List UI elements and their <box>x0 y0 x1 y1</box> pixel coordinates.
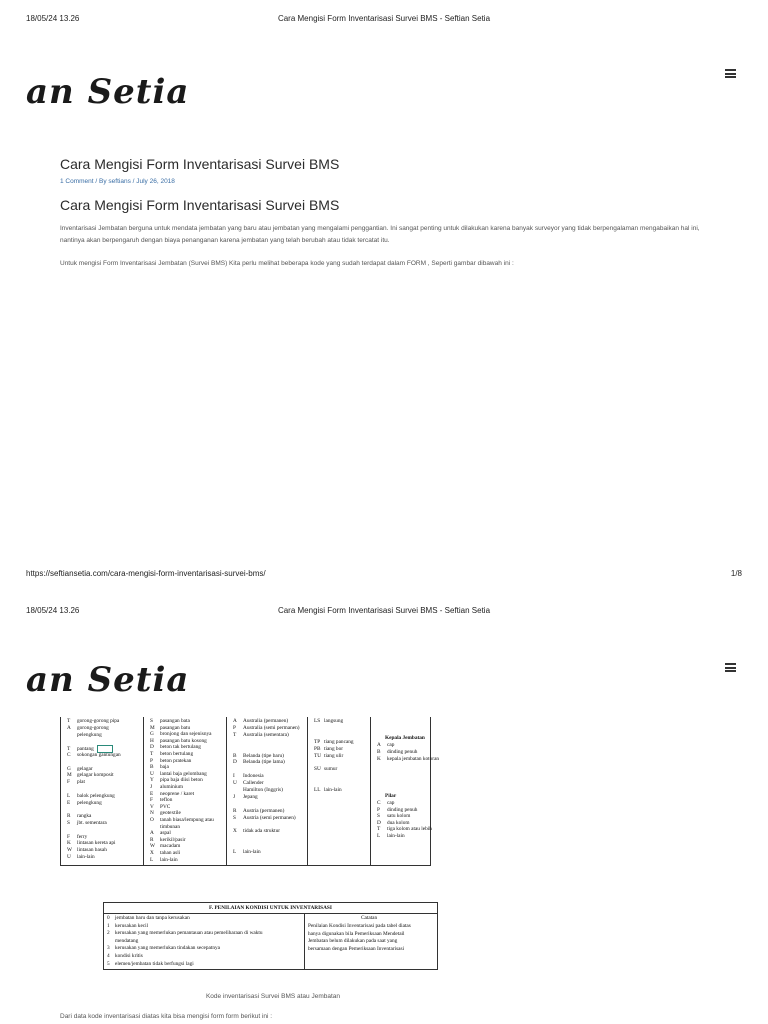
code-entry <box>67 806 77 812</box>
code-letter: U <box>150 770 154 777</box>
code-column-foundation <box>308 717 371 865</box>
code-letter: S <box>67 820 70 826</box>
code-entry <box>150 850 180 856</box>
code-label: ferry <box>77 833 88 840</box>
code-entry <box>150 830 171 836</box>
code-label: neoprene / karet <box>160 790 195 797</box>
condition-score: 4 <box>107 953 110 959</box>
code-entry <box>67 738 77 744</box>
site-logo[interactable]: an Setia <box>26 72 190 112</box>
code-entry <box>67 847 107 853</box>
condition-row <box>107 915 190 921</box>
code-label: langsung <box>324 718 344 724</box>
print-header <box>0 0 768 24</box>
condition-table-title: F. PENILAIAN KONDISI UNTUK INVENTARISASI <box>104 903 437 914</box>
code-letter: L <box>150 856 154 863</box>
code-label: tiang ulir <box>324 752 344 759</box>
code-label: pantang <box>77 746 94 753</box>
condition-row <box>107 945 220 951</box>
code-label: lantai baja gelombang <box>160 770 207 777</box>
notes-line: hanya digunakan bila Pemeriksaan Mendetail <box>308 930 405 937</box>
post-title: Cara Mengisi Form Inventarisasi Survei BMS <box>60 156 340 172</box>
code-label: beton bertulang <box>160 751 194 757</box>
code-letter: F <box>150 797 153 804</box>
code-label: lintasan kereta api <box>77 840 116 847</box>
code-entry <box>150 791 194 797</box>
author-link[interactable]: seftians <box>108 178 131 185</box>
code-group-heading: Kepala Jembatan <box>385 735 425 741</box>
code-label: sumur <box>324 766 338 773</box>
condition-description: kerusakan yang memerlukan pemantauan atau pemeliharaan di waktu <box>115 930 263 937</box>
code-letter: C <box>67 752 71 758</box>
code-label: gorong-gorong pipa <box>77 718 120 724</box>
code-entry <box>67 752 121 758</box>
code-entry <box>150 744 201 750</box>
code-label: satu kolom <box>387 813 411 820</box>
code-letter: R <box>233 807 237 814</box>
code-label: balok pelengkung <box>77 792 115 799</box>
code-entry <box>67 759 77 765</box>
code-label: geotextile <box>160 810 181 817</box>
code-entry <box>233 739 243 745</box>
hamburger-menu-icon[interactable] <box>725 69 736 78</box>
code-column-substructure <box>371 717 440 865</box>
code-letter: K <box>67 840 71 847</box>
code-entry <box>377 742 394 748</box>
condition-score: 0 <box>107 915 110 921</box>
notes-title: Catatan <box>361 915 378 921</box>
code-entry <box>150 817 214 823</box>
condition-description: mendatang <box>115 937 139 944</box>
code-entry <box>233 801 243 807</box>
post-meta <box>60 178 175 185</box>
code-letter: TP <box>314 738 321 745</box>
condition-description: jembatan baru dan tanpa kerusakan <box>115 915 190 921</box>
code-letter: S <box>377 813 380 820</box>
code-letter: SU <box>314 766 321 773</box>
code-entry <box>233 808 284 814</box>
code-letter: S <box>233 814 236 821</box>
code-letter: T <box>150 751 154 757</box>
code-letter: B <box>233 752 237 759</box>
code-letter: I <box>233 773 235 780</box>
code-label: cap <box>387 742 395 748</box>
code-entry <box>314 725 324 731</box>
notes-line: bersamaan dengan Pemeriksaan Inventarisasi <box>308 945 405 952</box>
code-letter: LS <box>314 718 321 724</box>
code-entry <box>67 718 119 724</box>
code-letter: TU <box>314 752 322 759</box>
code-label: baja <box>160 764 169 771</box>
code-entry <box>233 849 261 855</box>
print-title: Cara Mengisi Form Inventarisasi Survei BMS - Seftian Setia <box>277 14 491 23</box>
hamburger-menu-icon[interactable] <box>725 663 736 672</box>
code-column-material <box>144 717 227 865</box>
print-date: 18/05/24 13.26 <box>26 14 80 23</box>
code-label: gorong-gorong <box>77 724 109 731</box>
code-entry <box>233 773 264 779</box>
condition-row <box>107 953 143 959</box>
code-entry <box>233 842 243 848</box>
code-label: Indonesia <box>243 773 264 780</box>
code-entry <box>67 827 77 833</box>
code-label: Australia (sementara) <box>243 731 289 738</box>
code-entry <box>314 746 343 752</box>
code-entry <box>233 759 285 765</box>
code-letter: K <box>377 755 381 762</box>
code-label: tiga kolom atau lebih <box>387 826 432 833</box>
code-label: pelengkung <box>77 731 102 738</box>
code-entry <box>233 815 296 821</box>
code-letter: F <box>67 833 70 840</box>
meta-separator: / <box>130 178 137 185</box>
code-entry <box>67 840 116 846</box>
code-label: pelengkung <box>77 799 102 806</box>
code-entry <box>150 837 186 843</box>
code-entry <box>314 718 343 724</box>
code-label: PVC <box>160 803 171 810</box>
code-label: lain-lain <box>387 833 405 839</box>
code-label: kerikil/pasir <box>160 836 186 843</box>
code-letter: Y <box>150 777 154 784</box>
code-entry <box>314 759 324 765</box>
code-entry <box>233 746 243 752</box>
code-entry <box>150 810 181 816</box>
code-entry <box>233 766 243 772</box>
code-entry <box>233 822 243 828</box>
code-entry <box>67 854 95 860</box>
code-label: pasangan bata <box>160 718 190 724</box>
code-letter: L <box>233 849 237 856</box>
code-entry <box>67 793 115 799</box>
code-letter: LL <box>314 787 321 793</box>
code-letter: W <box>150 843 155 850</box>
code-entry <box>233 732 289 738</box>
condition-score: 1 <box>107 922 110 929</box>
code-letter: F <box>67 779 70 786</box>
code-label: pasangan batu kosong <box>160 737 207 744</box>
code-entry <box>233 835 243 841</box>
condition-scores <box>104 914 305 969</box>
code-letter: M <box>67 772 72 779</box>
code-label: dinding penuh <box>387 748 418 755</box>
code-label: Austria (permanen) <box>243 807 285 814</box>
code-label: teflon <box>160 797 173 804</box>
code-label: beton tak bertulang <box>160 744 201 751</box>
meta-separator: / By <box>93 178 109 185</box>
code-entry <box>150 758 191 764</box>
code-label: lain-lain <box>77 854 95 860</box>
condition-table <box>103 902 438 970</box>
code-entry <box>67 834 87 840</box>
code-column-origin <box>227 717 308 865</box>
code-letter: T <box>377 826 381 833</box>
code-letter: C <box>377 800 381 806</box>
code-entry <box>150 843 180 849</box>
code-entry <box>377 826 432 832</box>
code-entry <box>377 749 417 755</box>
code-entry <box>67 779 85 785</box>
code-letter: J <box>233 793 236 800</box>
code-letter: E <box>150 790 154 797</box>
code-label: lintasan basah <box>77 847 107 854</box>
condition-row <box>107 938 138 944</box>
code-entry <box>233 718 288 724</box>
code-letter: D <box>150 744 154 751</box>
code-column-type <box>61 717 144 865</box>
code-letter: A <box>67 724 71 731</box>
condition-description: kerusakan kecil <box>115 922 149 929</box>
code-letter: A <box>233 718 237 724</box>
comments-link[interactable]: 1 Comment <box>60 178 94 185</box>
code-entry <box>150 784 183 790</box>
site-logo[interactable]: an Setia <box>26 660 190 700</box>
code-entry <box>150 725 190 731</box>
code-label: tanah biasa/lempung atau <box>160 817 214 823</box>
code-label: tahan asli <box>160 850 181 856</box>
code-label: dinding penuh <box>387 806 418 813</box>
code-label: lain-lain <box>324 787 342 793</box>
code-label: lain-lain <box>243 849 261 856</box>
code-label: tidak ada struktur <box>243 828 281 835</box>
code-label: cap <box>387 800 395 806</box>
code-label: Hamilton (Inggris) <box>243 787 283 793</box>
code-label: macadam <box>160 843 181 850</box>
code-label: tiang bor <box>324 745 343 752</box>
code-label: sokongan gantungan <box>77 752 121 758</box>
code-letter: G <box>67 765 71 772</box>
code-label: lain-lain <box>160 856 178 863</box>
code-letter: W <box>67 847 72 854</box>
code-entry <box>150 777 203 783</box>
code-label: Austria (semi permanen) <box>243 814 296 821</box>
code-entry <box>377 807 417 813</box>
code-letter: S <box>150 718 153 724</box>
code-label: aspal <box>160 830 171 837</box>
code-entry <box>314 753 343 759</box>
code-entry <box>67 732 102 738</box>
code-entry <box>314 773 324 779</box>
print-date: 18/05/24 13.26 <box>26 606 80 615</box>
condition-row <box>107 930 263 936</box>
code-label: Jepang <box>243 793 258 800</box>
code-label: bronjong dan sejenisnya <box>160 731 212 738</box>
code-entry <box>150 764 169 770</box>
code-letter: P <box>233 724 236 731</box>
code-entry <box>150 751 193 757</box>
code-entry <box>150 718 190 724</box>
condition-score: 5 <box>107 960 110 967</box>
code-letter: B <box>377 748 381 755</box>
code-entry <box>150 824 180 830</box>
code-label: tiang pancang <box>324 738 354 745</box>
code-letter: P <box>150 757 153 764</box>
code-entry <box>67 786 77 792</box>
code-entry <box>150 857 178 863</box>
condition-row <box>107 961 194 967</box>
code-label: timbunan <box>160 823 181 830</box>
code-letter: A <box>150 830 154 837</box>
code-label: Callender <box>243 780 264 787</box>
code-entry <box>314 739 354 745</box>
footer-url: https://seftiansetia.com/cara-mengisi-form-inventarisasi-survei-bms/ <box>26 569 266 578</box>
code-label: rangka <box>77 813 92 820</box>
code-letter: T <box>67 718 71 724</box>
code-label: dua kolom <box>387 819 410 826</box>
code-letter: H <box>150 737 154 744</box>
form-paragraph: Dari data kode inventarisasi diatas kita bisa mengisi form form berikut ini : <box>60 1013 273 1020</box>
code-label: aluminium <box>160 784 183 790</box>
code-entry <box>67 820 107 826</box>
code-entry <box>314 732 324 738</box>
code-letter: B <box>150 764 154 771</box>
code-entry <box>314 780 324 786</box>
condition-notes <box>305 914 437 969</box>
code-label: beton pratekan <box>160 757 192 764</box>
code-letter: T <box>233 731 237 738</box>
code-entry <box>233 787 283 793</box>
intro-paragraph: Inventarisasi Jembatan berguna untuk mendata jembatan yang baru atau jembatan yang mengalami penggantian. Ini sangat penting untuk dilakukan karena banyak surveyor yang tidak berpengalaman mengabaikan hal ini, nantinya akan berpengaruh dengan biaya penanganan karena jembatan yang telah berubah atau tidak tercatat itu. <box>60 225 700 244</box>
code-entry <box>150 731 212 737</box>
code-entry <box>67 800 102 806</box>
code-letter: D <box>233 759 237 766</box>
code-entry <box>233 780 264 786</box>
code-entry <box>67 813 91 819</box>
code-entry <box>67 725 109 731</box>
code-label: Belanda (tipe lama) <box>243 759 285 766</box>
print-header <box>0 592 768 616</box>
condition-score: 2 <box>107 930 110 937</box>
code-entry <box>150 797 172 803</box>
code-label: gelagar komposit <box>77 772 114 779</box>
code-entry <box>233 794 258 800</box>
code-entry <box>314 766 337 772</box>
code-label: kepala jembatan kotoran <box>387 755 440 762</box>
code-letter: G <box>150 731 154 738</box>
code-label: Australia (permanen) <box>243 718 289 724</box>
code-letter: M <box>150 724 155 731</box>
code-letter: V <box>150 803 154 810</box>
notes-line: Penilaian Kondisi Inventarisasi pada tabel diatas <box>308 923 411 929</box>
code-letter: R <box>67 813 71 820</box>
code-entry <box>150 738 207 744</box>
code-entry <box>67 772 114 778</box>
code-label: Belanda (tipe baru) <box>243 752 284 759</box>
code-entry <box>377 800 394 806</box>
post-date: July 26, 2018 <box>136 178 175 185</box>
print-title: Cara Mengisi Form Inventarisasi Survei BMS - Seftian Setia <box>277 606 491 615</box>
condition-row <box>107 923 148 929</box>
code-paragraph: Untuk mengisi Form Inventarisasi Jembatan (Survei BMS) Kita perlu melihat beberapa kode yang sudah terdapat dalam FORM , Seperti gambar dibawah ini : <box>60 260 514 267</box>
code-letter: L <box>67 792 71 799</box>
code-letter: O <box>150 817 154 823</box>
code-entry <box>150 771 207 777</box>
figure-caption: Kode inventarisasi Survei BMS atau Jembatan <box>205 993 341 1000</box>
code-label: pipa baja diisi beton <box>160 777 203 784</box>
code-letter: D <box>377 819 381 826</box>
code-letter: E <box>67 799 71 806</box>
inventory-code-table <box>60 717 440 866</box>
condition-description: kerusakan yang memerlukan tindakan secepatnya <box>115 945 221 952</box>
notes-line: Jembatan belum dilakukan pada saat yang <box>308 938 398 945</box>
code-letter: PB <box>314 745 321 752</box>
code-letter: X <box>233 828 237 835</box>
code-letter: U <box>233 780 237 787</box>
code-letter: X <box>150 850 154 856</box>
code-letter: U <box>67 854 71 860</box>
condition-description: kondisi kritis <box>115 953 143 959</box>
article-heading: Cara Mengisi Form Inventarisasi Survei BMS <box>60 197 340 213</box>
code-label: gelagar <box>77 765 93 772</box>
code-entry <box>377 820 410 826</box>
code-entry <box>377 756 439 762</box>
code-entry <box>314 787 342 793</box>
code-letter: R <box>150 836 154 843</box>
code-letter: J <box>150 784 153 790</box>
code-letter: P <box>377 806 380 813</box>
code-entry <box>67 766 93 772</box>
code-letter: A <box>377 742 381 748</box>
code-entry <box>150 804 170 810</box>
code-entry <box>233 753 284 759</box>
code-letter: T <box>67 746 71 753</box>
code-label: Australia (semi permanen) <box>243 724 300 731</box>
code-label: jbt. sementara <box>77 820 107 826</box>
code-letter: L <box>377 833 381 839</box>
footer-page-number: 1/8 <box>730 569 742 578</box>
code-entry <box>377 813 410 819</box>
code-entry <box>377 833 405 839</box>
condition-score: 3 <box>107 945 110 952</box>
code-entry <box>233 828 280 834</box>
code-label: plat <box>77 779 85 786</box>
code-letter: N <box>150 810 154 817</box>
code-group-heading: Pilar <box>385 793 397 799</box>
code-entry <box>233 725 299 731</box>
code-label: pasangan batu <box>160 724 191 731</box>
condition-description: elemen/jembatan tidak berfungsi lagi <box>115 960 194 967</box>
